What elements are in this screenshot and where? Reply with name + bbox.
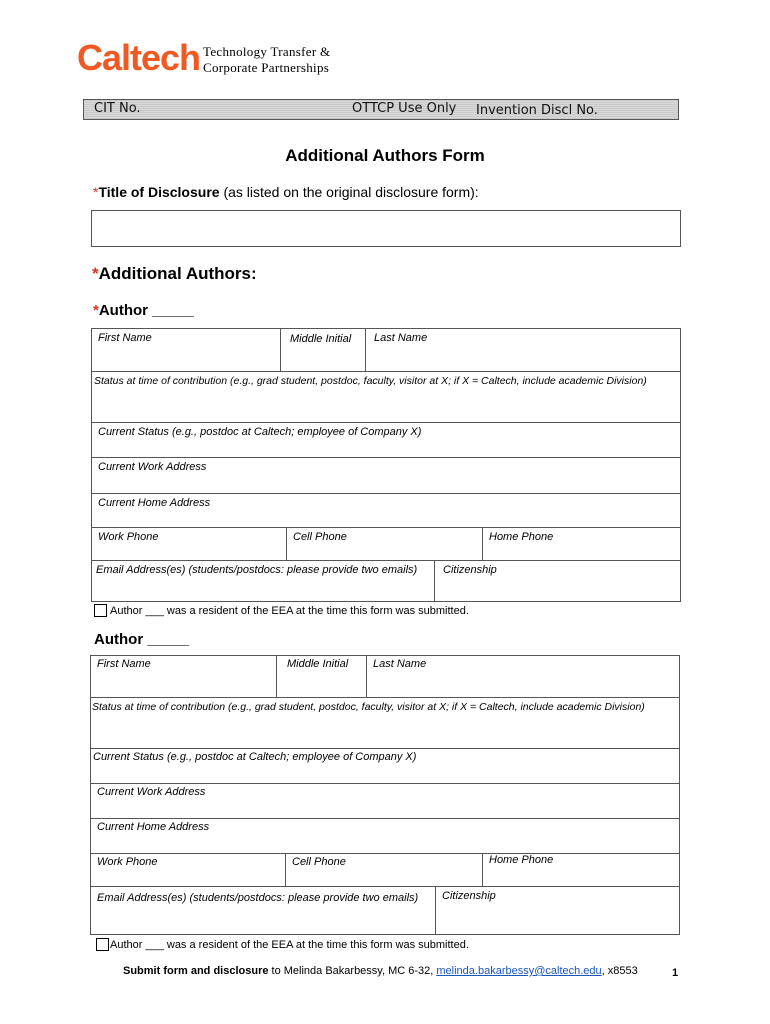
submit-text: to Melinda Bakarbessy, MC 6-32,: [268, 965, 437, 977]
office-use-bar: [83, 99, 679, 120]
work-address-label: Current Work Address: [97, 786, 206, 798]
status-contribution-cell[interactable]: [90, 697, 680, 749]
cell-phone-label: Cell Phone: [292, 856, 346, 868]
required-mark: *: [93, 184, 99, 200]
submit-bold: Submit form and disclosure: [123, 965, 269, 977]
current-status-label: Current Status (e.g., postdoc at Caltech; employee of Company X): [98, 426, 422, 438]
cell-phone-cell[interactable]: [286, 527, 483, 561]
last-name-cell[interactable]: [366, 655, 680, 698]
home-address-cell[interactable]: [90, 818, 680, 854]
author-2-title-text: Author _____: [94, 631, 190, 648]
author-1-title-text: Author _____: [98, 302, 194, 319]
cell-phone-cell[interactable]: [285, 853, 483, 887]
last-name-cell[interactable]: [365, 328, 681, 372]
first-name-label: First Name: [98, 332, 152, 344]
home-phone-label: Home Phone: [489, 854, 554, 866]
required-mark: *: [93, 302, 99, 319]
email-label: Email Address(es) (students/postdocs: please provide two emails): [97, 892, 419, 904]
citizenship-cell[interactable]: [435, 886, 680, 935]
first-name-cell[interactable]: [90, 655, 277, 698]
required-mark: *: [92, 264, 99, 283]
cell-phone-label: Cell Phone: [293, 531, 347, 543]
work-address-cell[interactable]: [90, 783, 680, 819]
email-cell[interactable]: [91, 560, 435, 602]
work-phone-label: Work Phone: [98, 531, 159, 543]
page-number: 1: [672, 967, 679, 979]
email-label: Email Address(es) (students/postdocs: please provide two emails): [96, 564, 418, 576]
middle-initial-label: Middle Initial: [290, 333, 352, 345]
current-status-label: Current Status (e.g., postdoc at Caltech; employee of Company X): [93, 751, 417, 763]
work-phone-cell[interactable]: [90, 853, 286, 887]
status-contribution-label: Status at time of contribution (e.g., grad student, postdoc, faculty, visitor at X; if X = Caltech, include academic Division): [94, 375, 647, 387]
home-address-label: Current Home Address: [97, 821, 210, 833]
submit-instructions: [123, 965, 638, 977]
work-phone-label: Work Phone: [97, 856, 158, 868]
author-1-title: [93, 302, 194, 319]
status-contribution-label: Status at time of contribution (e.g., grad student, postdoc, faculty, visitor at X; if X = Caltech, include academic Division): [92, 701, 645, 713]
last-name-label: Last Name: [373, 658, 427, 670]
ottcp-use-only-label: OTTCP Use Only: [352, 101, 457, 116]
eea-resident-text-1: Author ___ was a resident of the EEA at the time this form was submitted.: [110, 605, 469, 617]
org-name: [203, 44, 330, 76]
eea-resident-text-2: Author ___ was a resident of the EEA at the time this form was submitted.: [110, 939, 469, 951]
author-2-table: [90, 655, 680, 935]
invention-discl-no-label: Invention Discl No.: [476, 103, 598, 118]
cit-no-label: CIT No.: [94, 101, 141, 116]
first-name-label: First Name: [97, 658, 151, 670]
home-address-label: Current Home Address: [98, 497, 211, 509]
last-name-label: Last Name: [374, 332, 428, 344]
email-cell[interactable]: [90, 886, 436, 935]
current-status-cell[interactable]: [91, 422, 681, 458]
form-title: Additional Authors Form: [285, 146, 485, 165]
additional-authors-label: Additional Authors:: [98, 264, 257, 283]
home-phone-label: Home Phone: [489, 531, 554, 543]
org-line-1: Technology Transfer &: [203, 44, 331, 59]
contact-extension: , x8553: [601, 965, 638, 977]
disclosure-label-bold: Title of Disclosure: [98, 184, 220, 200]
author-2-title: [94, 631, 189, 648]
citizenship-label: Citizenship: [443, 564, 497, 576]
additional-authors-heading: [92, 264, 257, 284]
middle-initial-label: Middle Initial: [287, 658, 349, 670]
disclosure-label-rest: (as listed on the original disclosure form):: [219, 184, 479, 200]
author-1-table: [91, 328, 681, 602]
caltech-logo: Caltech: [77, 37, 201, 78]
org-line-2: Corporate Partnerships: [203, 60, 330, 75]
first-name-cell[interactable]: [91, 328, 281, 372]
citizenship-label: Citizenship: [442, 890, 496, 902]
eea-resident-checkbox-2[interactable]: [96, 938, 109, 951]
disclosure-title-field[interactable]: [91, 210, 681, 247]
citizenship-cell[interactable]: [434, 560, 681, 602]
home-address-cell[interactable]: [91, 493, 681, 528]
home-phone-cell[interactable]: [482, 853, 680, 887]
work-address-label: Current Work Address: [98, 461, 207, 473]
status-contribution-cell[interactable]: [91, 371, 681, 423]
eea-resident-checkbox-1[interactable]: [94, 604, 107, 617]
middle-initial-cell[interactable]: [276, 655, 367, 698]
work-phone-cell[interactable]: [91, 527, 287, 561]
home-phone-cell[interactable]: [482, 527, 681, 561]
middle-initial-cell[interactable]: [280, 328, 366, 372]
contact-email-link[interactable]: melinda.bakarbessy@caltech.edu: [436, 965, 602, 977]
work-address-cell[interactable]: [91, 457, 681, 494]
disclosure-title-label: [93, 184, 479, 200]
current-status-cell[interactable]: [90, 748, 680, 784]
